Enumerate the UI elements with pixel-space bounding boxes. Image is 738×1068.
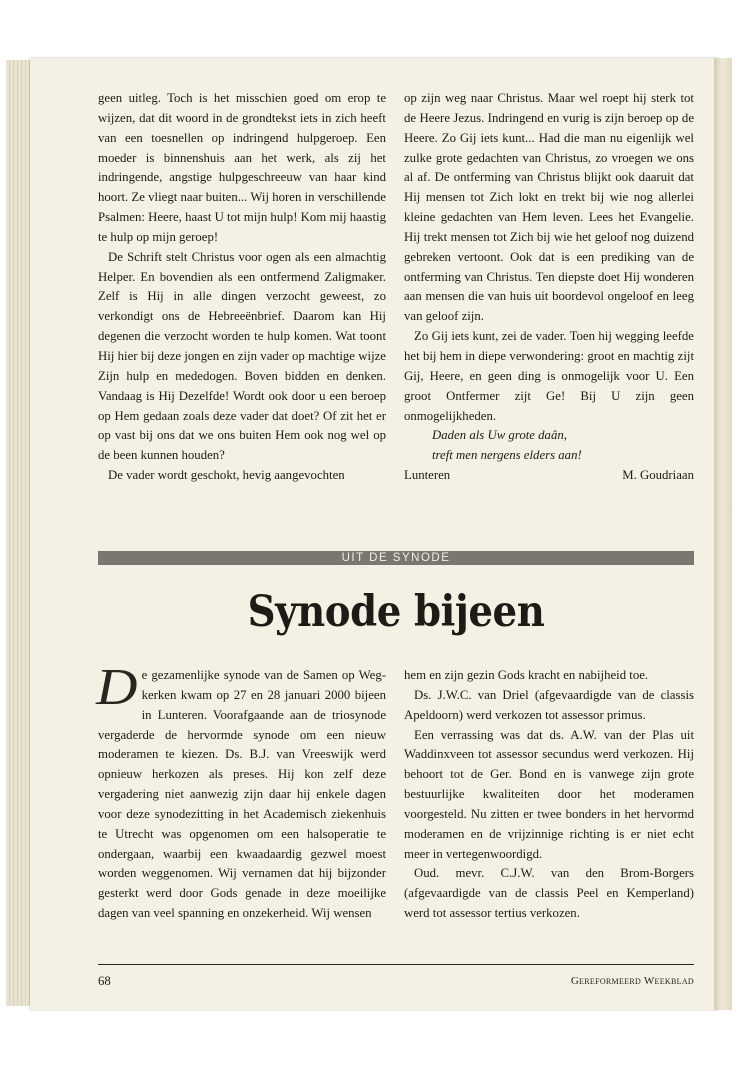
paragraph: Ds. J.W.C. van Driel (afgevaardigde van de classis Apeldoorn) werd verkozen tot assessor primus. bbox=[404, 687, 694, 722]
paragraph: De vader wordt geschokt, hevig aangevochten bbox=[108, 468, 345, 483]
article-column-top-right bbox=[404, 89, 694, 486]
footer-rule bbox=[98, 964, 694, 965]
paragraph: op zijn weg naar Christus. Maar wel roept hij sterk tot de Heere Jezus. Indringend en vurig is zijn beroep op de Heere. Zo Gij iets kunt... Had die man nu eigenlijk wel zulke grote gedachten van Christus, zo vroegen we ons al af. De ontferming van Christus blijkt ook daaruit dat Hij mensen tot Zich lokt en trekt bij wie nog allerlei kleine gedachten van Hem leven. Lees het Evangelie. Hij trekt mensen tot Zich bij wie het geloof nog duizend gebreken vertoont. Ook dat is een prediking van de ontferming van Christus. Ten diepste doet Hij wonderen aan mensen die van huis uit boordevol ongeloof en leeg van geloof zijn. bbox=[404, 91, 694, 324]
paragraph: geen uitleg. Toch is het misschien goed om erop te wijzen, dat dit woord in de grondtekst iets in zich heeft van een toesnellen op indringend hulpgeroep. Een moeder is binnenshuis aan het werk, als zij het indringende, angstige hulpgeschreeuw van haar kind hoort. Ze vliegt naar buiten... Wij horen in verschillende Psalmen: Heere, haast U tot mijn hulp! Kom mij haastig te hulp op mijn geroep! bbox=[98, 91, 386, 244]
signature-author: M. Goudriaan bbox=[622, 468, 694, 483]
poem-line: Daden als Uw grote daân, bbox=[432, 428, 567, 443]
page-stack-edge bbox=[6, 60, 32, 1006]
article-column-top-left bbox=[98, 89, 386, 486]
paragraph: Een verrassing was dat ds. A.W. van der Plas uit Waddinxveen tot assessor secundus werd verkozen. Hij behoort tot de Ger. Bond en is vanwege zijn grote bestuurlijke kwaliteiten door het moderamen voorgesteld. Nu zitten er twee bonders in het hervormd moderamen en de vrijzinnige richting is er niet echt meer in vertegenwoordigd. bbox=[404, 727, 694, 861]
article-column-bottom-right bbox=[404, 666, 694, 924]
paragraph: De Schrift stelt Christus voor ogen als een almachtig Helper. En bovendien als een ontfermend Zaligmaker. Zelf is Hij in alle dingen verzocht geweest, zo verkondigt ons de Hebreeënbrief. Daarom kan Hij degenen die verzocht worden te hulp komen. Wat toont Hij hier bij deze jongen en zijn vader op machtige wijze Zijn hulp en mededogen. Boven bidden en denken. Vandaag is Hij Dezelfde! Wordt ook door u een beroep op Hem gedaan zoals deze vader dat doet? Of zit het er op vast bij ons dat we ons buiten Hem ook nog wel op de been kunnen houden? bbox=[98, 249, 386, 463]
paragraph: e gezamenlijke synode van de Samen op Weg-kerken kwam op 27 en 28 januari 2000 bijeen in Lunteren. Voorafgaande aan de triosynode vergaderde de hervormde synode om een nieuw moderamen te kiezen. Ds. B.J. van Vreeswijk werd opnieuw herkozen als preses. Hij kon zelf deze vergadering niet aanwezig zijn daar hij enkele dagen voor deze synodezitting in het Academisch ziekenhuis te Utrecht was opgenomen om een halsoperatie te ondergaan, waarbij een kwaadaardig gezwel moest worden weggenomen. Wij vernamen dat hij bijzonder gesterkt werd door Gods genade in deze moeilijke dagen van veel spanning en onzekerheid. Wij wensen bbox=[98, 668, 386, 921]
running-title: Gereformeerd Weekblad bbox=[570, 975, 694, 987]
page-number: 68 bbox=[98, 974, 111, 988]
article-column-bottom-left bbox=[96, 659, 386, 924]
paragraph: Zo Gij iets kunt, zei de vader. Toen hij wegging leefde het bij hem in diepe verwondering: groot en machtig zijt Gij, Heere, en geen ding is onmogelijk voor U. Een groot Ontfermer zijt Ge! Bij U zijn geen onmogelijkheden. bbox=[404, 329, 694, 423]
paragraph: hem en zijn gezin Gods kracht en nabijheid toe. bbox=[404, 668, 649, 682]
signature-place: Lunteren bbox=[404, 468, 451, 483]
signature bbox=[404, 466, 694, 486]
paragraph: Oud. mevr. C.J.W. van den Brom-Borgers (afgevaardigde van de classis Peel en Kemperland) werd tot assessor tertius verkozen. bbox=[404, 866, 694, 921]
poem-line: treft men nergens elders aan! bbox=[432, 448, 582, 463]
drop-cap: D bbox=[96, 659, 138, 716]
article-headline: Synode bijeen bbox=[247, 587, 545, 637]
binding-edge bbox=[714, 58, 732, 1010]
section-banner: UIT DE SYNODE bbox=[98, 551, 694, 565]
